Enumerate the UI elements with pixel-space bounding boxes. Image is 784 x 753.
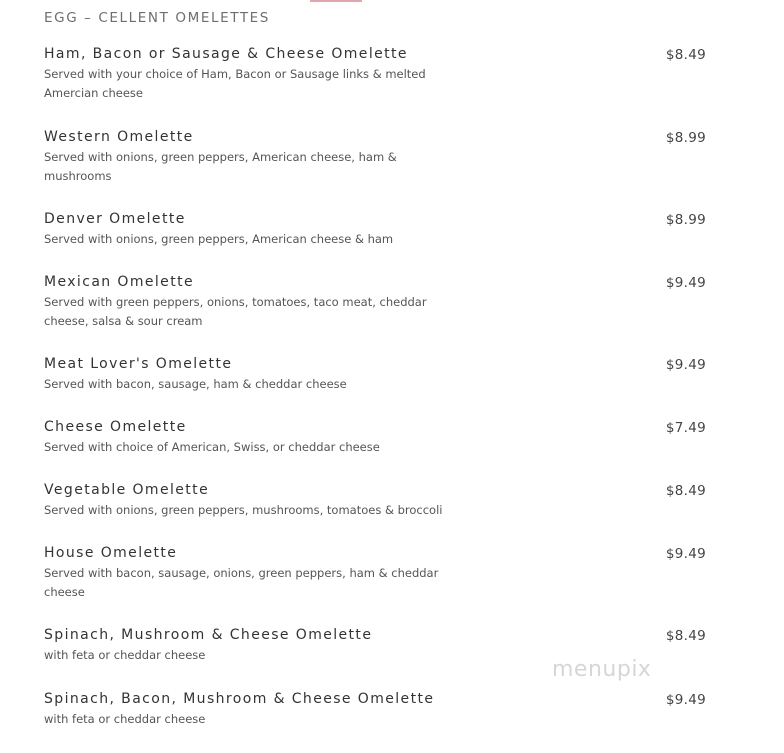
- menu-item: [44, 128, 706, 186]
- item-price: $9.49: [665, 357, 706, 373]
- item-name: Mexican Omelette: [44, 274, 194, 290]
- menu-item: [44, 355, 706, 394]
- item-description: Served with onions, green peppers, American cheese & ham: [44, 232, 394, 246]
- menu-item: [44, 544, 706, 602]
- item-price: $9.49: [665, 546, 706, 562]
- menu-item: [44, 45, 706, 103]
- item-description: with feta or cheddar cheese: [44, 712, 206, 726]
- item-description: Served with bacon, sausage, ham & cheddar cheese: [44, 377, 347, 391]
- menu-item: [44, 481, 706, 520]
- item-description: Served with onions, green peppers, American cheese, ham & mushrooms: [44, 150, 397, 183]
- item-price: $9.49: [665, 692, 706, 708]
- item-name: Denver Omelette: [44, 211, 186, 227]
- menupix-watermark: menupix: [552, 657, 652, 682]
- item-name: House Omelette: [44, 545, 178, 561]
- item-price: $8.99: [665, 212, 706, 228]
- item-name: Ham, Bacon or Sausage & Cheese Omelette: [44, 46, 408, 62]
- section-title: EGG – CELLENT OMELETTES: [44, 10, 270, 26]
- item-description: with feta or cheddar cheese: [44, 648, 206, 662]
- item-name: Western Omelette: [44, 129, 194, 145]
- item-description: Served with bacon, sausage, onions, green peppers, ham & cheddar cheese: [44, 566, 439, 599]
- item-price: $8.49: [665, 628, 706, 644]
- item-description: Served with choice of American, Swiss, or cheddar cheese: [44, 440, 380, 454]
- menu-item: [44, 210, 706, 249]
- item-name: Vegetable Omelette: [44, 482, 210, 498]
- item-description: Served with green peppers, onions, tomatoes, taco meat, cheddar cheese, salsa & sour cream: [44, 295, 427, 328]
- item-price: $8.49: [665, 483, 706, 499]
- item-price: $7.49: [665, 420, 706, 436]
- item-name: Spinach, Mushroom & Cheese Omelette: [44, 627, 373, 643]
- menu-item: [44, 690, 706, 729]
- item-name: Meat Lover's Omelette: [44, 356, 233, 372]
- item-price: $9.49: [665, 275, 706, 291]
- item-price: $8.99: [665, 130, 706, 146]
- item-name: Spinach, Bacon, Mushroom & Cheese Omelette: [44, 691, 435, 707]
- menu-item: [44, 273, 706, 331]
- item-description: Served with your choice of Ham, Bacon or Sausage links & melted Amercian cheese: [44, 67, 426, 100]
- item-description: Served with onions, green peppers, mushrooms, tomatoes & broccoli: [44, 503, 443, 517]
- menu-item: [44, 418, 706, 457]
- item-name: Cheese Omelette: [44, 419, 187, 435]
- item-price: $8.49: [665, 47, 706, 63]
